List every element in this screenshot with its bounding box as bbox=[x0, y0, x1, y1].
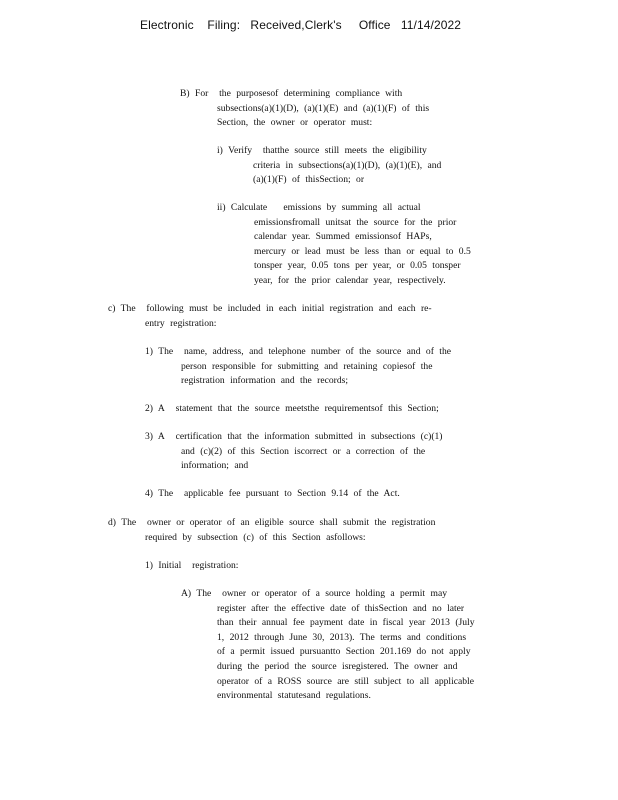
clause-line: required by subsection (c) of this Section asfollows: bbox=[145, 531, 366, 543]
clause-d-1 bbox=[145, 559, 238, 574]
clause-line: person responsible for submitting and retaining copiesof the bbox=[181, 360, 433, 372]
filing-header: Electronic Filing: Received,Clerk's Office 11/14/2022 bbox=[140, 18, 462, 32]
clause-label: 3) A bbox=[145, 431, 165, 442]
clause-label: 1) The bbox=[145, 346, 174, 357]
clause-line: the purposesof determining compliance with bbox=[219, 88, 403, 99]
clause-line: subsections(a)(1)(D), (a)(1)(E) and (a)(1)(F) of this bbox=[217, 102, 430, 114]
clause-line: emissionsfromall unitsat the source for the prior bbox=[254, 216, 457, 228]
clause-line: environmental statutesand regulations. bbox=[217, 690, 371, 702]
clause-b-ii bbox=[217, 201, 471, 289]
clause-line: mercury or lead must be less than or equal to 0.5 bbox=[254, 245, 471, 257]
clause-line: registration information and the records; bbox=[181, 375, 349, 387]
clause-label: d) The bbox=[108, 517, 137, 528]
clause-line: criteria in subsections(a)(1)(D), (a)(1)(E), and bbox=[253, 159, 442, 171]
clause-c bbox=[108, 302, 432, 331]
clause-label: c) The bbox=[108, 303, 136, 314]
clause-line: register after the effective date of thisSection and no later bbox=[217, 602, 465, 614]
clause-label: i) Verify bbox=[217, 145, 253, 156]
clause-line: calendar year. Summed emissionsof HAPs, bbox=[254, 231, 432, 243]
clause-label: 2) A bbox=[145, 403, 165, 414]
clause-line: year, for the prior calendar year, respectively. bbox=[254, 274, 446, 286]
clause-line: registration: bbox=[192, 560, 239, 571]
clause-line: Section, the owner or operator must: bbox=[217, 117, 373, 129]
clause-d bbox=[108, 516, 435, 545]
clause-b bbox=[180, 87, 429, 131]
clause-line: owner or operator of a source holding a permit may bbox=[222, 588, 447, 599]
clause-line: tonsper year, 0.05 tons per year, or 0.05 tonsper bbox=[254, 260, 461, 272]
clause-line: owner or operator of an eligible source shall submit the registration bbox=[146, 517, 436, 528]
clause-c-1 bbox=[145, 345, 451, 389]
clause-line: of a permit issued pursuantto Section 201.169 do not apply bbox=[217, 646, 471, 658]
clause-d-1-a bbox=[181, 587, 475, 704]
clause-c-3 bbox=[145, 430, 443, 474]
clause-line: (a)(1)(F) of thisSection; or bbox=[253, 174, 365, 186]
clause-line: 1, 2012 through June 30, 2013). The terms and conditions bbox=[217, 631, 467, 643]
clause-b-i bbox=[217, 144, 441, 188]
clause-line: statement that the source meetsthe requirementsof this Section; bbox=[175, 403, 439, 414]
clause-label: A) The bbox=[181, 588, 212, 599]
clause-label: 1) Initial bbox=[145, 560, 182, 571]
clause-line: following must be included in each initial registration and each re- bbox=[146, 303, 432, 314]
clause-line: certification that the information submitted in subsections (c)(1) bbox=[175, 431, 443, 442]
clause-line: operator of a ROSS source are still subject to all applicable bbox=[217, 675, 474, 687]
clause-label: ii) Calculate bbox=[217, 202, 268, 213]
clause-line: entry registration: bbox=[145, 317, 217, 329]
clause-c-4 bbox=[145, 487, 400, 502]
clause-c-2 bbox=[145, 402, 439, 417]
clause-label: B) For bbox=[180, 88, 209, 99]
clause-line: emissions by summing all actual bbox=[283, 202, 421, 213]
clause-line: during the period the source isregistered. The owner and bbox=[217, 660, 458, 672]
clause-line: information; and bbox=[181, 460, 249, 472]
clause-line: applicable fee pursuant to Section 9.14 of the Act. bbox=[183, 488, 400, 499]
clause-line: name, address, and telephone number of the source and of the bbox=[183, 346, 452, 357]
clause-line: and (c)(2) of this Section iscorrect or a correction of the bbox=[181, 445, 426, 457]
clause-label: 4) The bbox=[145, 488, 174, 499]
clause-line: than their annual fee payment date in fiscal year 2013 (July bbox=[217, 617, 475, 629]
clause-line: thatthe source still meets the eligibility bbox=[262, 145, 427, 156]
